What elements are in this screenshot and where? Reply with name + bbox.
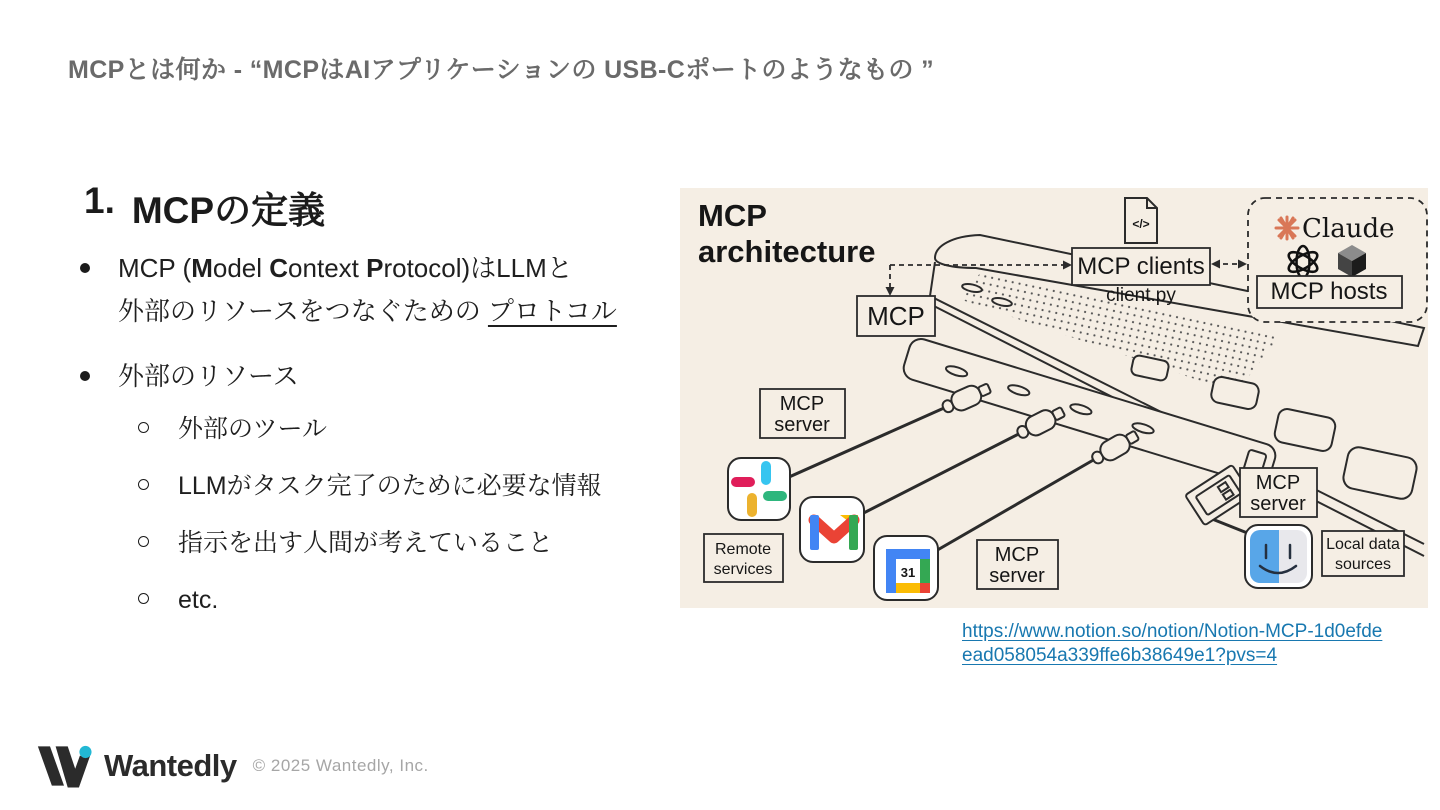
bullet-line-1: MCP (Model Context Protocol)はLLMと: [118, 253, 573, 283]
calendar-day: 31: [900, 565, 916, 580]
wantedly-wordmark: Wantedly: [104, 748, 237, 783]
underlined-term: プロトコル: [487, 296, 617, 326]
svg-text:sources: sources: [1334, 556, 1392, 573]
sub-bullet-text: LLMがタスク完了のために必要な情報: [178, 472, 602, 500]
gmail-icon: [800, 497, 864, 562]
bullet-text: 外部のリソース: [118, 361, 299, 391]
bullet-item-mcp-definition: [80, 247, 690, 333]
svg-text:server: server: [989, 565, 1045, 587]
svg-text:MCP: MCP: [1255, 472, 1301, 494]
finder-icon: [1245, 525, 1312, 588]
link-line-2: ead058054a339ffe6b38649e1?pvs=4: [962, 645, 1278, 666]
sub-bullet-circle: [138, 593, 149, 604]
sub-bullet-item: [138, 471, 690, 501]
claude-logo-icon: [1276, 217, 1298, 239]
mcp-server-box-3: [1240, 468, 1317, 517]
bullet-list: [80, 247, 690, 615]
mcp-server-box-1: [760, 389, 845, 438]
client-py-label: client.py: [1106, 285, 1176, 306]
heading-number: 1.: [84, 180, 115, 221]
svg-text:MCP: MCP: [994, 544, 1040, 566]
svg-text:MCP: MCP: [779, 393, 825, 415]
wantedly-logo-icon: [36, 744, 92, 788]
diagram-title-line2: architecture: [698, 234, 876, 269]
bullet-text: [118, 247, 617, 333]
bullet-dot: [80, 371, 90, 381]
slack-icon: [728, 458, 790, 520]
copyright-text: © 2025 Wantedly, Inc.: [252, 756, 429, 775]
sub-bullet-text: 指示を出す人間が考えていること: [178, 529, 554, 557]
diagram-title-line1: MCP: [698, 198, 767, 233]
code-file-icon: [1125, 198, 1157, 243]
sub-bullet-circle: [138, 422, 149, 433]
bullet-dot: [80, 263, 90, 273]
sub-bullet-item: [138, 585, 690, 615]
svg-text:Remote: Remote: [714, 541, 772, 558]
slide-title: MCPとは何か - “MCPはAIアプリケーションの USB-Cポートのようなもの ”: [68, 56, 935, 84]
svg-text:Local data: Local data: [1326, 536, 1400, 553]
google-calendar-icon: [874, 536, 938, 600]
sub-bullet-circle: [138, 479, 149, 490]
notion-source-link[interactable]: [962, 620, 1424, 668]
local-data-sources-box: [1322, 531, 1404, 576]
claude-wordmark: Claude: [1302, 214, 1395, 244]
footer: [36, 744, 429, 788]
bullet-item-external-resources: [80, 355, 690, 398]
sub-bullet-circle: [138, 536, 149, 547]
sub-bullet-list: [138, 414, 690, 615]
svg-text:MCP clients: MCP clients: [1077, 253, 1205, 280]
mcp-label-box: [857, 296, 935, 336]
sub-bullet-text: etc.: [178, 586, 219, 614]
link-line-1: https://www.notion.so/notion/Notion-MCP-1d0efde: [962, 621, 1383, 642]
sub-bullet-item: [138, 528, 690, 558]
svg-text:MCP: MCP: [867, 301, 925, 331]
mcp-hosts-label: MCP hosts: [1270, 278, 1388, 305]
remote-services-box: [704, 534, 783, 582]
heading-text: MCPの定義: [131, 190, 326, 231]
svg-text:server: server: [1250, 493, 1306, 515]
svg-text:</>: </>: [1132, 217, 1150, 231]
sub-bullet-text: 外部のツール: [178, 415, 328, 443]
mcp-server-box-2: [977, 540, 1058, 589]
mcp-hosts-group: [1248, 198, 1427, 322]
bullet-line-2: 外部のリソースをつなぐための プロトコル: [118, 296, 617, 326]
svg-text:server: server: [774, 414, 830, 436]
svg-text:services: services: [713, 561, 773, 578]
mcp-clients-box: [1072, 248, 1210, 285]
mcp-architecture-diagram: [680, 188, 1428, 608]
section-heading: [84, 180, 325, 234]
sub-bullet-item: [138, 414, 690, 444]
